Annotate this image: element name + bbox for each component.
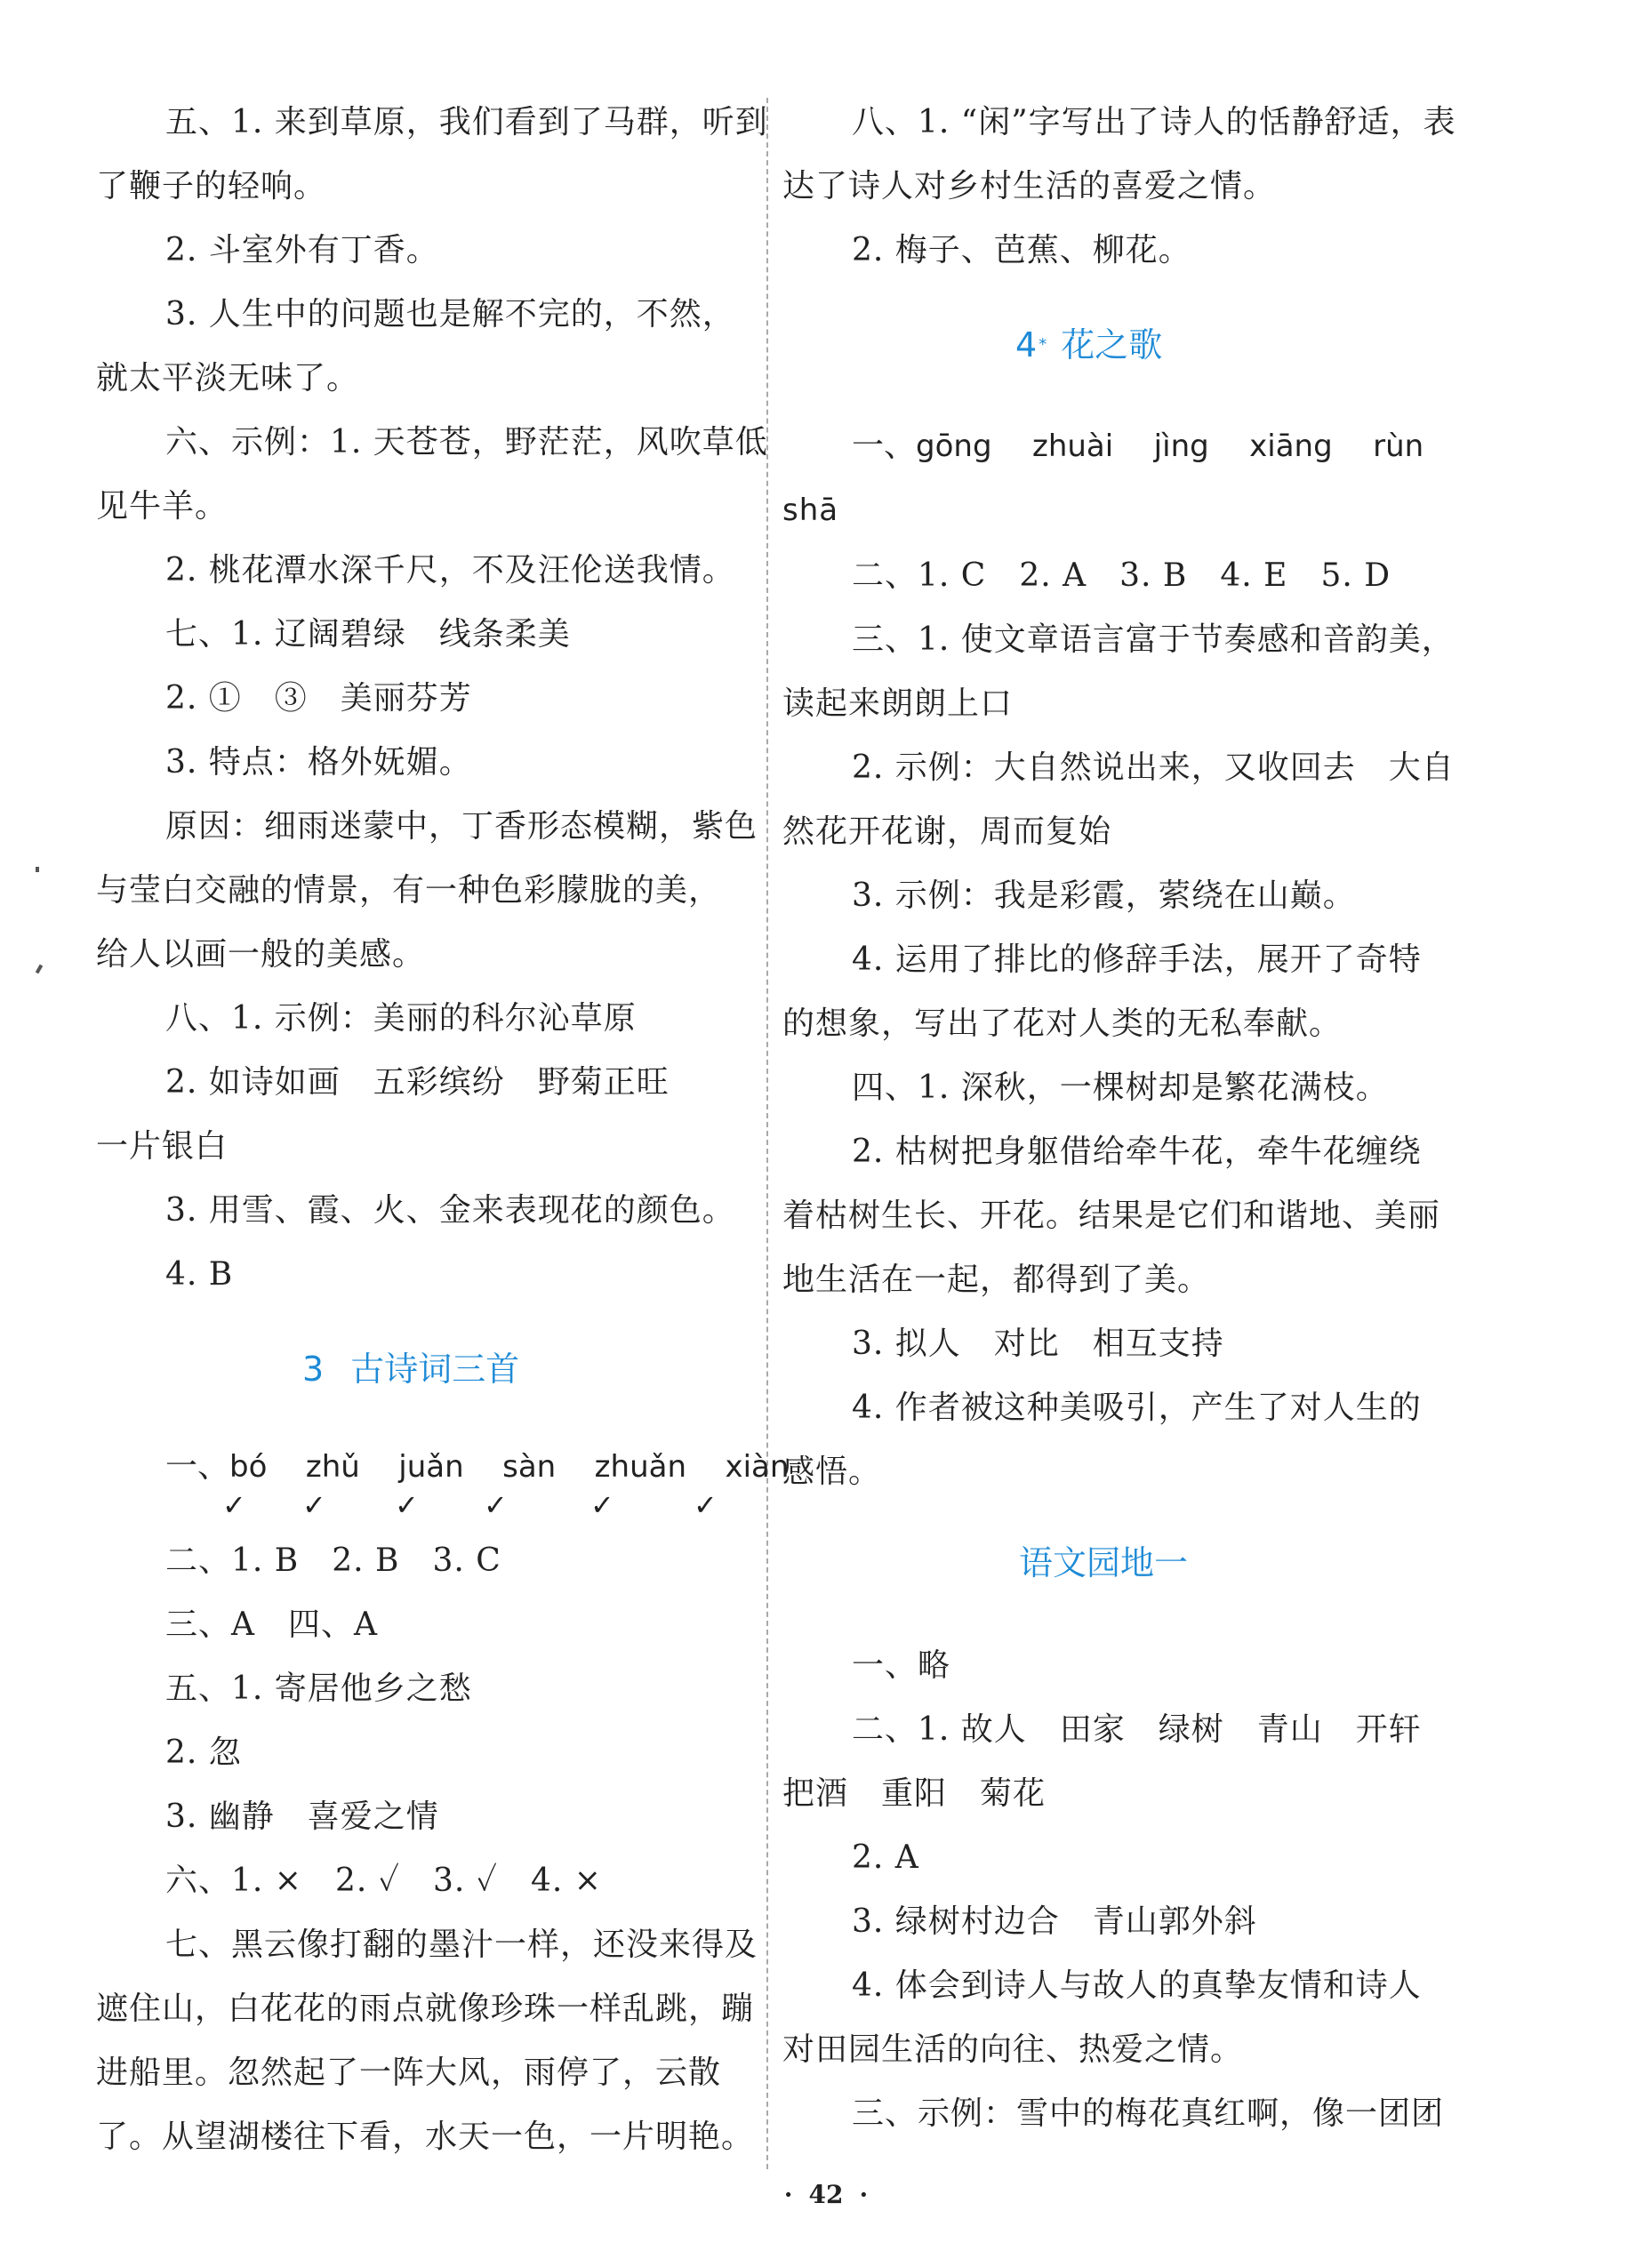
text-line: 地生活在一起，都得到了美。 xyxy=(782,1262,1211,1298)
text-line: 了鞭子的轻响。 xyxy=(96,168,327,204)
pinyin: zhuǎn xyxy=(594,1449,686,1485)
section-title: 语文园地一 xyxy=(1019,1543,1189,1582)
text-line: 进船里。忽然起了一阵大风，雨停了，云散 xyxy=(96,2055,722,2091)
footer-dot: · xyxy=(859,2180,869,2209)
text-line: 二、1. 故人 田家 绿树 青山 开轩 xyxy=(852,1711,1422,1748)
pinyin: sàn xyxy=(502,1449,557,1485)
check-mark-icon: ✓ xyxy=(484,1488,508,1522)
text-line: 三、示例：雪中的梅花真红啊，像一团团 xyxy=(852,2095,1445,2132)
text-line: 2. 忽 xyxy=(165,1734,242,1771)
text-line: 2. 桃花潭水深千尺，不及汪伦送我情。 xyxy=(165,552,735,589)
text-line: 4. 体会到诗人与故人的真挚友情和诗人 xyxy=(852,1967,1422,2004)
section-heading-4 xyxy=(1015,325,1162,364)
text-line: 着枯树生长、开花。结果是它们和谐地、美丽 xyxy=(782,1198,1441,1234)
column-divider xyxy=(766,98,768,2169)
text-line: 3. 绿树村边合 青山郭外斜 xyxy=(852,1903,1257,1940)
text-line: 把酒 重阳 菊花 xyxy=(782,1775,1047,1812)
text-line: 三、1. 使文章语言富于节奏感和音韵美， xyxy=(852,621,1455,658)
text-line: 3. 特点：格外妩媚。 xyxy=(165,744,472,781)
text-line: 八、1. 示例：美丽的科尔沁草原 xyxy=(165,1000,637,1037)
text-line: 3. 用雪、霞、火、金来表现花的颜色。 xyxy=(165,1192,735,1229)
check-mark-icon: ✓ xyxy=(302,1488,326,1522)
text-line: 三、A 四、A xyxy=(165,1606,378,1643)
text-line: 感悟。 xyxy=(782,1454,882,1490)
pinyin-row xyxy=(852,427,1423,466)
pinyin: shā xyxy=(782,493,839,528)
text-line: 3. 拟人 对比 相互支持 xyxy=(852,1326,1224,1362)
pinyin: zhuài xyxy=(1031,429,1114,464)
text-line: 原因：细雨迷蒙中，丁香形态模糊，紫色 xyxy=(165,808,758,845)
margin-mark-1 xyxy=(36,867,39,872)
text-line: 3. 幽静 喜爱之情 xyxy=(165,1798,439,1835)
pinyin: xiāng xyxy=(1249,429,1333,464)
pinyin: gōng xyxy=(916,429,992,464)
text-line: 了。从望湖楼往下看，水天一色，一片明艳。 xyxy=(96,2119,755,2155)
optional-star: * xyxy=(1039,335,1047,354)
text-line: 3. 示例：我是彩霞，萦绕在山巅。 xyxy=(852,877,1356,914)
text-line: 3. 人生中的问题也是解不完的，不然， xyxy=(165,296,735,332)
text-line: 四、1. 深秋，一棵树却是繁花满枝。 xyxy=(852,1069,1389,1106)
text-line: 八、1. “闲”字写出了诗人的恬静舒适，表 xyxy=(852,104,1456,140)
text-line: 给人以画一般的美感。 xyxy=(96,936,426,973)
margin-mark-2 xyxy=(36,965,43,974)
pinyin: bó xyxy=(229,1449,268,1485)
section-title: 花之歌 xyxy=(1061,325,1163,364)
section-heading-yuwen xyxy=(1019,1543,1188,1582)
text-line: 2. 斗室外有丁香。 xyxy=(165,232,439,268)
text-line: 六、1. × 2. ✓ 3. ✓ 4. × xyxy=(165,1862,602,1899)
pinyin: jìng xyxy=(1153,429,1209,464)
text-line: 2. ① ③ 美丽芬芳 xyxy=(165,680,472,717)
text-line: 七、黑云像打翻的墨汁一样，还没来得及 xyxy=(165,1927,758,1963)
text-line: 见牛羊。 xyxy=(96,488,229,525)
pinyin-row xyxy=(165,1447,789,1486)
text-line: 4. B xyxy=(165,1256,234,1293)
text-line: 达了诗人对乡村生活的喜爱之情。 xyxy=(782,168,1277,204)
text-line: 然花开花谢，周而复始 xyxy=(782,813,1112,850)
text-line: 一片银白 xyxy=(96,1128,229,1165)
text-line: 2. A xyxy=(852,1839,919,1876)
text-line: 二、1. B 2. B 3. C xyxy=(165,1542,501,1579)
text-line: 的想象，写出了花对人类的无私奉献。 xyxy=(782,1005,1343,1042)
question-label: 一、 xyxy=(165,1448,230,1485)
check-mark-icon: ✓ xyxy=(590,1488,614,1522)
question-label: 一、 xyxy=(852,428,917,464)
section-number: 4 xyxy=(1015,325,1038,364)
text-line: 读起来朗朗上口 xyxy=(782,685,1014,722)
pinyin: juǎn xyxy=(398,1449,464,1485)
check-mark-icon: ✓ xyxy=(222,1488,246,1522)
page-number xyxy=(0,2180,1652,2209)
pinyin: zhǔ xyxy=(305,1449,360,1485)
text-line: 一、略 xyxy=(852,1647,951,1684)
section-heading-3 xyxy=(302,1350,519,1389)
text-line: 2. 梅子、芭蕉、柳花。 xyxy=(852,232,1191,268)
text-line: 4. 作者被这种美吸引，产生了对人生的 xyxy=(852,1390,1422,1426)
text-line: 七、1. 辽阔碧绿 线条柔美 xyxy=(165,616,571,653)
check-mark-icon: ✓ xyxy=(694,1488,718,1522)
text-line: 就太平淡无味了。 xyxy=(96,360,360,397)
text-line: 与莹白交融的情景，有一种色彩朦胧的美， xyxy=(96,872,722,909)
pinyin: rùn xyxy=(1373,429,1424,464)
text-line: 五、1. 寄居他乡之愁 xyxy=(165,1670,472,1707)
check-mark-icon: ✓ xyxy=(395,1488,419,1522)
text-line: 遮住山，白花花的雨点就像珍珠一样乱跳，蹦 xyxy=(96,1991,755,2027)
text-line: 2. 示例：大自然说出来，又收回去 大自 xyxy=(852,749,1455,786)
text-line: 2. 如诗如画 五彩缤纷 野菊正旺 xyxy=(165,1064,670,1101)
text-line: 4. 运用了排比的修辞手法，展开了奇特 xyxy=(852,941,1422,978)
text-line: 六、示例：1. 天苍苍，野茫茫，风吹草低 xyxy=(165,424,768,461)
footer-dot: · xyxy=(783,2180,793,2209)
section-number: 3 xyxy=(302,1350,325,1389)
text-line: 二、1. C 2. A 3. B 4. E 5. D xyxy=(852,557,1391,594)
text-line: 对田园生活的向往、热爱之情。 xyxy=(782,2031,1244,2068)
text-line: 五、1. 来到草原，我们看到了马群，听到 xyxy=(165,104,768,140)
text-line: 2. 枯树把身躯借给牵牛花，牵牛花缠绕 xyxy=(852,1134,1422,1170)
page-number-value: 42 xyxy=(808,2180,844,2209)
section-title: 古诗词三首 xyxy=(350,1350,520,1389)
pinyin: xiàn xyxy=(725,1449,790,1485)
